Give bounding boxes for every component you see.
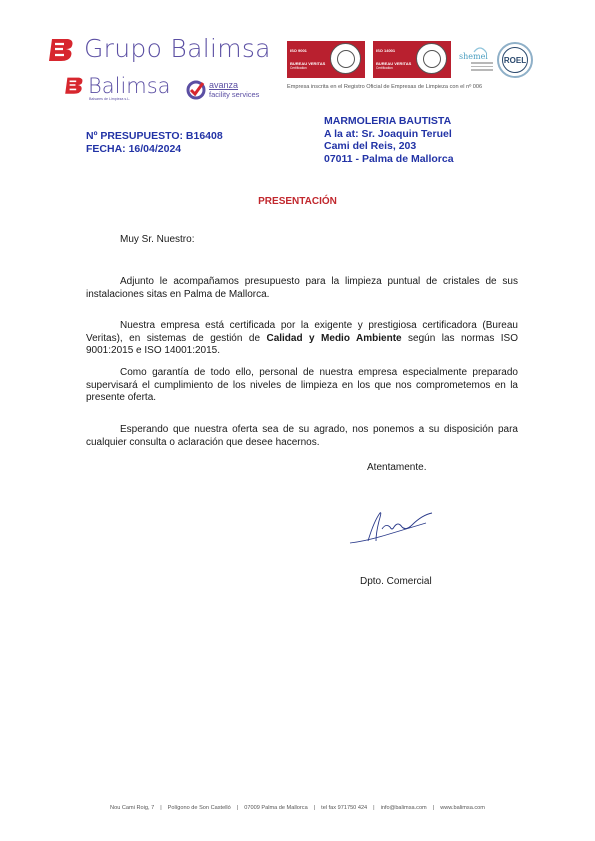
- cert-body: BUREAU VERITAS: [290, 61, 326, 66]
- cert-subtitle: Certification: [290, 66, 307, 70]
- grupo-balimsa-logo: [46, 34, 271, 63]
- footer: Nou Cami Roig, 7 | Polígono de Son Castelló | 07009 Palma de Mallorca | tel fax 971750 424 | info@balimsa.com | www.balimsa.com: [110, 805, 485, 811]
- quote-info: [86, 130, 223, 155]
- balimsa-logo: [63, 74, 171, 101]
- bureau-veritas-seal-icon: [416, 43, 447, 74]
- avanza-tagline: facility services: [209, 90, 260, 99]
- iso-14001-certification-badge: [373, 41, 451, 78]
- paragraph-2-bold: Calidad y Medio Ambiente: [266, 332, 402, 344]
- avanza-logo: [186, 80, 259, 100]
- letter-title: PRESENTACIÓN: [258, 196, 337, 207]
- footer-web[interactable]: www.balimsa.com: [440, 805, 485, 811]
- brand-name: Balimsa: [88, 74, 171, 98]
- recipient-attention: A la at: Sr. Joaquin Teruel: [324, 127, 452, 140]
- paragraph-4-text: Esperando que nuestra oferta sea de su agrado, nos ponemos a su disposición para cualquier consulta o aclaración que desee hacernos.: [86, 424, 518, 448]
- recipient-city: 07011 - Palma de Mallorca: [324, 152, 454, 165]
- cert-subtitle: Certification: [376, 66, 393, 70]
- recipient-address: [324, 115, 454, 165]
- recipient-company: MARMOLERIA BAUTISTA: [324, 115, 452, 127]
- paragraph-2-end: según las normas ISO 9001:2015 e ISO 14001:2015.: [86, 332, 519, 356]
- paragraph-3: [86, 367, 518, 405]
- paragraph-2: [86, 320, 518, 358]
- paragraph-1: [86, 276, 518, 301]
- bureau-veritas-seal-icon: [330, 43, 361, 74]
- paragraph-4: [86, 424, 518, 449]
- shemel-text-lines: [471, 62, 493, 73]
- cert-standard: ISO 9001: [290, 48, 307, 53]
- paragraph-3-text: Como garantía de todo ello, personal de nuestra empresa especialmente preparado supervisará el cumplimiento de los niveles de limpieza en los que nos comprometemos en la presente oferta.: [86, 367, 518, 403]
- footer-phone: tel fax 971750 424: [321, 805, 368, 811]
- paragraph-2-text: Nuestra empresa está certificada por la exigente y prestigiosa certificadora (Bureau Veritas), en sistemas de gestión de: [86, 320, 518, 344]
- shemel-name: shemel: [459, 52, 488, 61]
- paragraph-1-text: Adjunto le acompañamos presupuesto para la limpieza puntual de cristales de sus instalaciones sitas en Palma de Mallorca.: [86, 276, 518, 300]
- roel-name: ROEL: [502, 47, 528, 73]
- avanza-check-icon: [186, 80, 206, 100]
- recipient-street: Cami del Reis, 203: [324, 140, 417, 152]
- balimsa-b-icon: [46, 36, 76, 62]
- roel-logo: [497, 42, 533, 78]
- balimsa-b-small-icon: [63, 75, 85, 95]
- department: Dpto. Comercial: [360, 576, 432, 587]
- iso-9001-certification-badge: [287, 41, 365, 78]
- group-name: Grupo Balimsa: [84, 34, 271, 63]
- footer-email[interactable]: info@balimsa.com: [380, 805, 427, 811]
- footer-area: Polígono de Son Castelló: [167, 805, 231, 811]
- avanza-name: avanza: [209, 80, 239, 90]
- brand-subtitle: Balsares de Limpieza s.L.: [89, 97, 131, 101]
- shemel-logo: [459, 46, 497, 80]
- letter-closing: Atentamente.: [367, 462, 427, 473]
- footer-postal: 07009 Palma de Mallorca: [244, 805, 308, 811]
- cert-standard: ISO 14001: [376, 48, 396, 53]
- signature-image: [346, 501, 436, 551]
- registry-note: Empresa inscrita en el Registro Oficial de Empresas de Limpieza con el nº 006: [287, 84, 483, 90]
- cert-body: BUREAU VERITAS: [376, 61, 412, 66]
- letter-greeting: Muy Sr. Nuestro:: [120, 234, 195, 245]
- quote-date: FECHA: 16/04/2024: [86, 142, 182, 155]
- footer-address: Nou Cami Roig, 7: [110, 805, 155, 811]
- quote-number: Nº PRESUPUESTO: B16408: [86, 130, 223, 142]
